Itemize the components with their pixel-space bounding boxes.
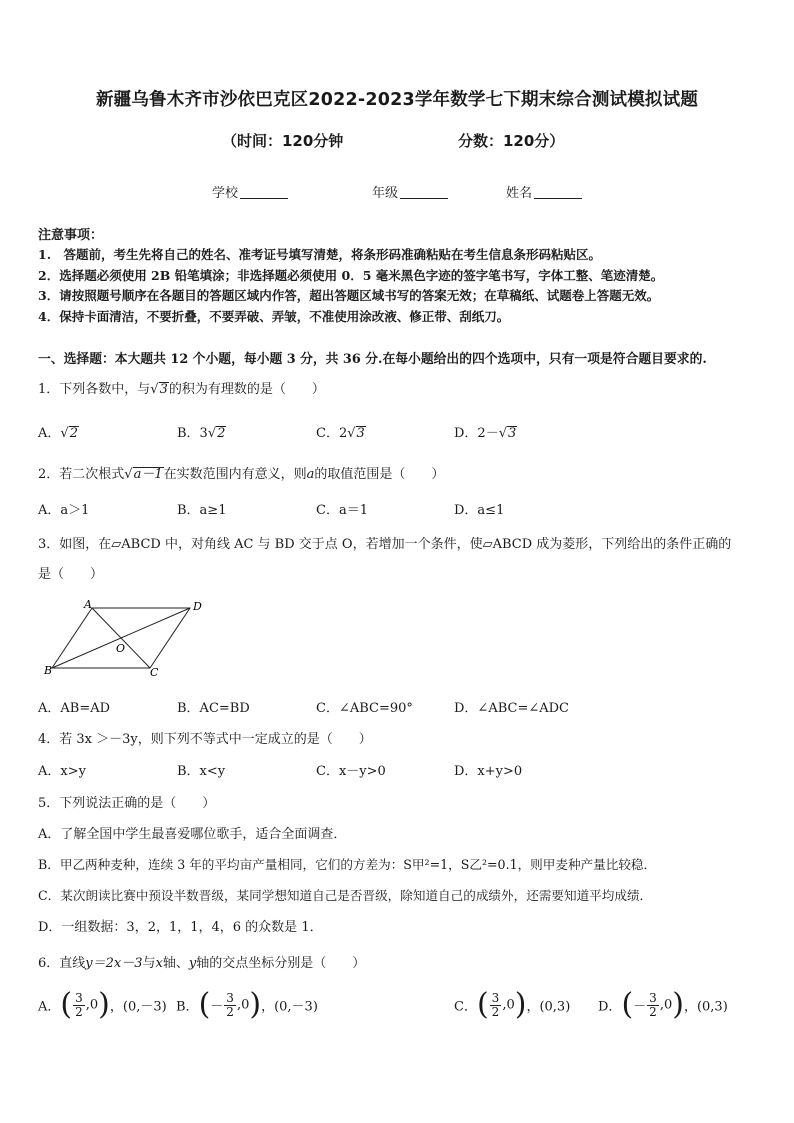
q4-option-d[interactable]: D．x+y>0	[454, 764, 523, 779]
school-label: 学校	[212, 186, 239, 201]
q1-option-b[interactable]: B．3√2	[177, 426, 226, 441]
q3-option-b[interactable]: B．AC=BD	[177, 701, 250, 716]
school-blank[interactable]	[240, 186, 288, 199]
q2-stem: 2．若二次根式√a－1在实数范围内有意义，则a的取值范围是（ ）	[38, 467, 445, 482]
vertex-b-label: B	[44, 664, 53, 677]
q5-option-d[interactable]: D．一组数据：3，2，1，1，4，6 的众数是 1．	[38, 920, 323, 935]
q1-option-d[interactable]: D．2－√3	[454, 426, 517, 441]
point-o-label: O	[116, 642, 126, 655]
q6-stem: 6．直线y＝2x－3与x轴、y轴的交点坐标分别是（ ）	[38, 956, 366, 971]
q6-option-c[interactable]: C．( $\frac{3}{2}$ ,0)，(0,3)	[454, 987, 571, 1022]
q5-option-b[interactable]: B．甲乙两种麦种，连续 3 年的平均亩产量相同，它们的方差为：S甲²=1，S乙²=0.1，则甲麦种产量比较稳．	[38, 857, 657, 872]
parallelogram-figure	[38, 596, 218, 680]
vertex-c-label: C	[150, 666, 159, 679]
q5-option-a[interactable]: A．了解全国中学生最喜爱哪位歌手，适合全面调查．	[38, 827, 347, 842]
q5-option-c[interactable]: C．某次朗读比赛中预设半数晋级，某同学想知道自己是否晋级，除知道自己的成绩外，还需要知道平均成绩．	[38, 888, 653, 903]
notice-item-4: 4．保持卡面清洁，不要折叠，不要弄破、弄皱，不准使用涂改液、修正带、刮纸刀。	[38, 309, 510, 324]
q2-option-d[interactable]: D．a≤1	[454, 503, 505, 518]
school-field[interactable]	[212, 182, 288, 201]
exam-title: 新疆乌鲁木齐市沙依巴克区2022-2023学年数学七下期末综合测试模拟试题	[95, 90, 699, 110]
name-label: 姓名	[506, 186, 533, 201]
grade-field[interactable]	[372, 182, 448, 201]
name-field[interactable]	[506, 182, 582, 201]
q2-option-a[interactable]: A．a＞1	[38, 503, 90, 518]
q5-stem: 5．下列说法正确的是（ ）	[38, 796, 216, 811]
vertex-d-label: D	[193, 600, 202, 613]
time-label: （时间：120分钟	[222, 132, 344, 150]
name-blank[interactable]	[534, 186, 582, 199]
q2-option-c[interactable]: C．a＝1	[316, 503, 368, 518]
notice-item-3: 3．请按照题号顺序在各题目的答题区域内作答，超出答题区域书写的答案无效；在草稿纸、试题卷上答题无效。	[38, 288, 660, 303]
grade-blank[interactable]	[400, 186, 448, 199]
q4-option-c[interactable]: C．x－y>0	[316, 764, 386, 779]
q1-option-c[interactable]: C．2√3	[316, 426, 365, 441]
q6-option-a[interactable]: A．( $\frac{3}{2}$ ,0)，(0,－3)	[38, 987, 167, 1022]
score-label: 分数：120分）	[458, 132, 565, 150]
q4-stem: 4．若 3x ＞－3y，则下列不等式中一定成立的是（ ）	[38, 732, 372, 747]
q3-option-c[interactable]: C．∠ABC=90°	[316, 701, 413, 716]
q1-stem: 1．下列各数中，与√3的积为有理数的是（ ）	[38, 382, 325, 397]
section-heading: 一、选择题：本大题共 12 个小题，每小题 3 分，共 36 分.在每小题给出的四个选项中，只有一项是符合题目要求的.	[38, 352, 707, 367]
q3-stem-line1: 3．如图，在▱ABCD 中，对角线 AC 与 BD 交于点 O，若增加一个条件，使▱ABCD 成为菱形，下列给出的条件正确的	[38, 537, 732, 552]
q4-option-b[interactable]: B．x<y	[177, 764, 226, 779]
q3-stem-line2: 是（ ）	[38, 567, 104, 582]
q6-option-b[interactable]: B．(－ $\frac{3}{2}$ ,0)，(0,－3)	[176, 987, 318, 1022]
notice-heading: 注意事项：	[38, 228, 104, 243]
notice-item-2: 2．选择题必须使用 2B 铅笔填涂；非选择题必须使用 0．5 毫米黑色字迹的签字笔书写，字体工整、笔迹清楚。	[38, 268, 664, 283]
q1-option-a[interactable]: A．√2	[38, 426, 78, 441]
q2-option-b[interactable]: B．a≥1	[177, 503, 227, 518]
diagonal-bd	[52, 608, 190, 668]
notice-item-1: 1. 答题前，考生先将自己的姓名、准考证号填写清楚，将条形码准确粘贴在考生信息条形码粘贴区。	[38, 247, 602, 262]
q3-option-d[interactable]: D．∠ABC=∠ADC	[454, 701, 569, 716]
q6-option-d[interactable]: D．(－ $\frac{3}{2}$ ,0)，(0,3)	[598, 987, 728, 1022]
q4-option-a[interactable]: A．x>y	[38, 764, 86, 779]
grade-label: 年级	[372, 186, 399, 201]
q3-option-a[interactable]: A．AB=AD	[38, 701, 111, 716]
vertex-a-label: A	[84, 598, 92, 611]
